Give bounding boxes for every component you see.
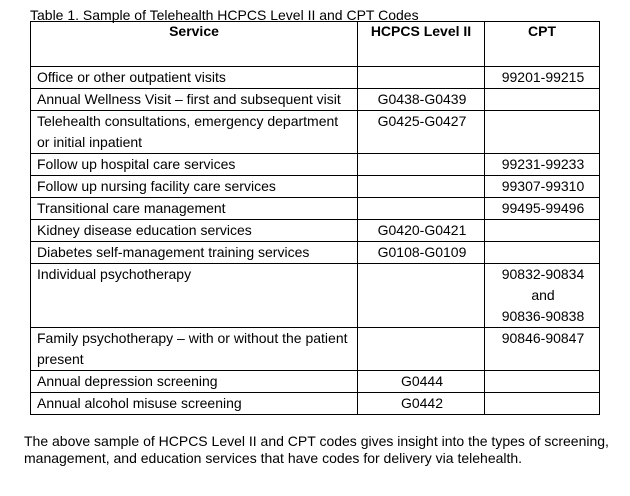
cpt-cell: 90846-90847	[485, 328, 600, 371]
cpt-cell	[485, 264, 600, 328]
hcpcs-cell	[358, 176, 485, 198]
codes-table	[30, 21, 600, 415]
table-row	[31, 242, 600, 264]
table-caption: Table 1. Sample of Telehealth HCPCS Level II and CPT Codes	[30, 7, 419, 23]
service-cell: Kidney disease education services	[31, 220, 358, 242]
cpt-cell: 99307-99310	[485, 176, 600, 198]
hcpcs-cell	[358, 198, 485, 220]
service-cell: Annual alcohol misuse screening	[31, 393, 358, 415]
service-cell: Telehealth consultations, emergency department or initial inpatient	[31, 111, 358, 154]
table-row	[31, 67, 600, 89]
hcpcs-cell: G0438-G0439	[358, 89, 485, 111]
table-header-row	[31, 22, 600, 67]
cpt-code-line: 90832-90834	[501, 266, 585, 282]
service-cell: Diabetes self-management training services	[31, 242, 358, 264]
header-service: Service	[31, 22, 358, 67]
table-row	[31, 89, 600, 111]
cpt-cell	[485, 111, 600, 154]
hcpcs-cell: G0444	[358, 371, 485, 393]
hcpcs-cell: G0425-G0427	[358, 111, 485, 154]
table-row	[31, 198, 600, 220]
hcpcs-cell	[358, 154, 485, 176]
hcpcs-cell: G0420-G0421	[358, 220, 485, 242]
cpt-cell	[485, 393, 600, 415]
table-row	[31, 176, 600, 198]
service-cell: Annual depression screening	[31, 371, 358, 393]
cpt-code-line: 90836-90838	[501, 308, 585, 324]
service-cell: Transitional care management	[31, 198, 358, 220]
cpt-cell: 99201-99215	[485, 67, 600, 89]
cpt-cell: 99231-99233	[485, 154, 600, 176]
service-cell: Follow up nursing facility care services	[31, 176, 358, 198]
service-cell: Office or other outpatient visits	[31, 67, 358, 89]
hcpcs-cell: G0442	[358, 393, 485, 415]
table-row	[31, 154, 600, 176]
footer-paragraph: The above sample of HCPCS Level II and CPT codes gives insight into the types of screening, management, and education services that have codes for delivery via telehealth.	[24, 433, 609, 466]
cpt-code-line: and	[531, 287, 555, 303]
hcpcs-cell: G0108-G0109	[358, 242, 485, 264]
service-cell: Individual psychotherapy	[31, 264, 358, 328]
cpt-cell: 99495-99496	[485, 198, 600, 220]
table-row	[31, 220, 600, 242]
table-row	[31, 264, 600, 328]
cpt-cell	[485, 89, 600, 111]
header-cpt: CPT	[485, 22, 600, 67]
table-row	[31, 393, 600, 415]
header-hcpcs: HCPCS Level II	[358, 22, 485, 67]
hcpcs-cell	[358, 264, 485, 328]
hcpcs-cell	[358, 67, 485, 89]
hcpcs-cell	[358, 328, 485, 371]
table-row	[31, 371, 600, 393]
cpt-cell	[485, 220, 600, 242]
service-cell: Annual Wellness Visit – first and subsequent visit	[31, 89, 358, 111]
table-row	[31, 328, 600, 371]
service-cell: Follow up hospital care services	[31, 154, 358, 176]
cpt-cell	[485, 371, 600, 393]
table-row	[31, 111, 600, 154]
cpt-cell	[485, 242, 600, 264]
service-cell: Family psychotherapy – with or without the patient present	[31, 328, 358, 371]
